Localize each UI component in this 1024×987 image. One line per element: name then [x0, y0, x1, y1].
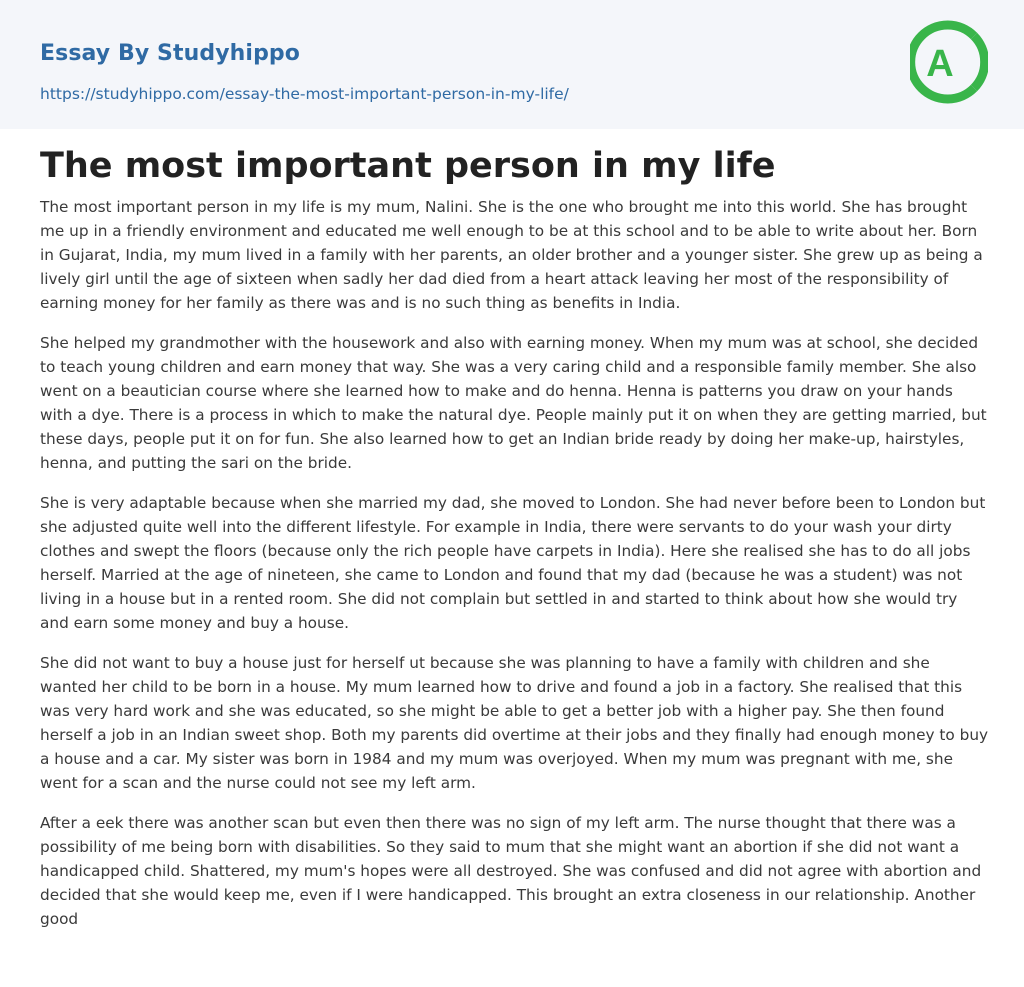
- essay-paragraph: After a eek there was another scan but even then there was no sign of my left arm. The nurse thought that there was a possibility of me being born with disabilities. So they said to mum that she might want an abortion if she did not want a handicapped child. Shattered, my mum's hopes were all destroyed. She was confused and did not agree with abortion and decided that she would keep me, even if I were handicapped. This brought an extra closeness in our relationship. Another good: [40, 814, 982, 928]
- essay-title: The most important person in my life: [40, 146, 776, 186]
- essay-url-link[interactable]: https://studyhippo.com/essay-the-most-important-person-in-my-life/: [40, 85, 569, 103]
- essay-paragraph: She did not want to buy a house just for herself ut because she was planning to have a family with children and she wanted her child to be born in a house. My mum learned how to drive and found a job in a factory. She realised that this was very hard work and she was educated, so she might be able to get a better job with a higher pay. She then found herself a job in an Indian sweet shop. Both my parents did overtime at their jobs and they finally had enough money to buy a house and a car. My sister was born in 1984 and my mum was overjoyed. When my mum was pregnant with me, she went for a scan and the nurse could not see my left arm.: [40, 654, 989, 792]
- studyhippo-logo-icon[interactable]: [910, 18, 988, 106]
- essay-paragraph: The most important person in my life is my mum, Nalini. She is the one who brought me into this world. She has brought me up in a friendly environment and educated me well enough to be at this school and to be able to write about her. Born in Gujarat, India, my mum lived in a family with her parents, an older brother and a younger sister. She grew up as being a lively girl until the age of sixteen when sadly her dad died from a heart attack leaving her most of the responsibility of earning money for her family as there was and is no such thing as benefits in India.: [40, 198, 983, 312]
- site-brand[interactable]: Essay By Studyhippo: [40, 41, 300, 66]
- site-header: [0, 0, 1024, 129]
- logo-letter: A: [926, 43, 954, 85]
- essay-body: [40, 195, 990, 947]
- essay-paragraph: She helped my grandmother with the housework and also with earning money. When my mum was at school, she decided to teach young children and earn money that way. She was a very caring child and a responsible family member. She also went on a beautician course where she learned how to make and do henna. Henna is patterns you draw on your hands with a dye. There is a process in which to make the natural dye. People mainly put it on when they are getting married, but these days, people put it on for fun. She also learned how to get an Indian bride ready by doing her make-up, hairstyles, henna, and putting the sari on the bride.: [40, 334, 987, 472]
- essay-paragraph: She is very adaptable because when she married my dad, she moved to London. She had never before been to London but she adjusted quite well into the different lifestyle. For example in India, there were servants to do your wash your dirty clothes and swept the floors (because only the rich people have carpets in India). Here she realised she has to do all jobs herself. Married at the age of nineteen, she came to London and found that my dad (because he was a student) was not living in a house but in a rented room. She did not complain but settled in and started to think about how she would try and earn some money and buy a house.: [40, 494, 986, 632]
